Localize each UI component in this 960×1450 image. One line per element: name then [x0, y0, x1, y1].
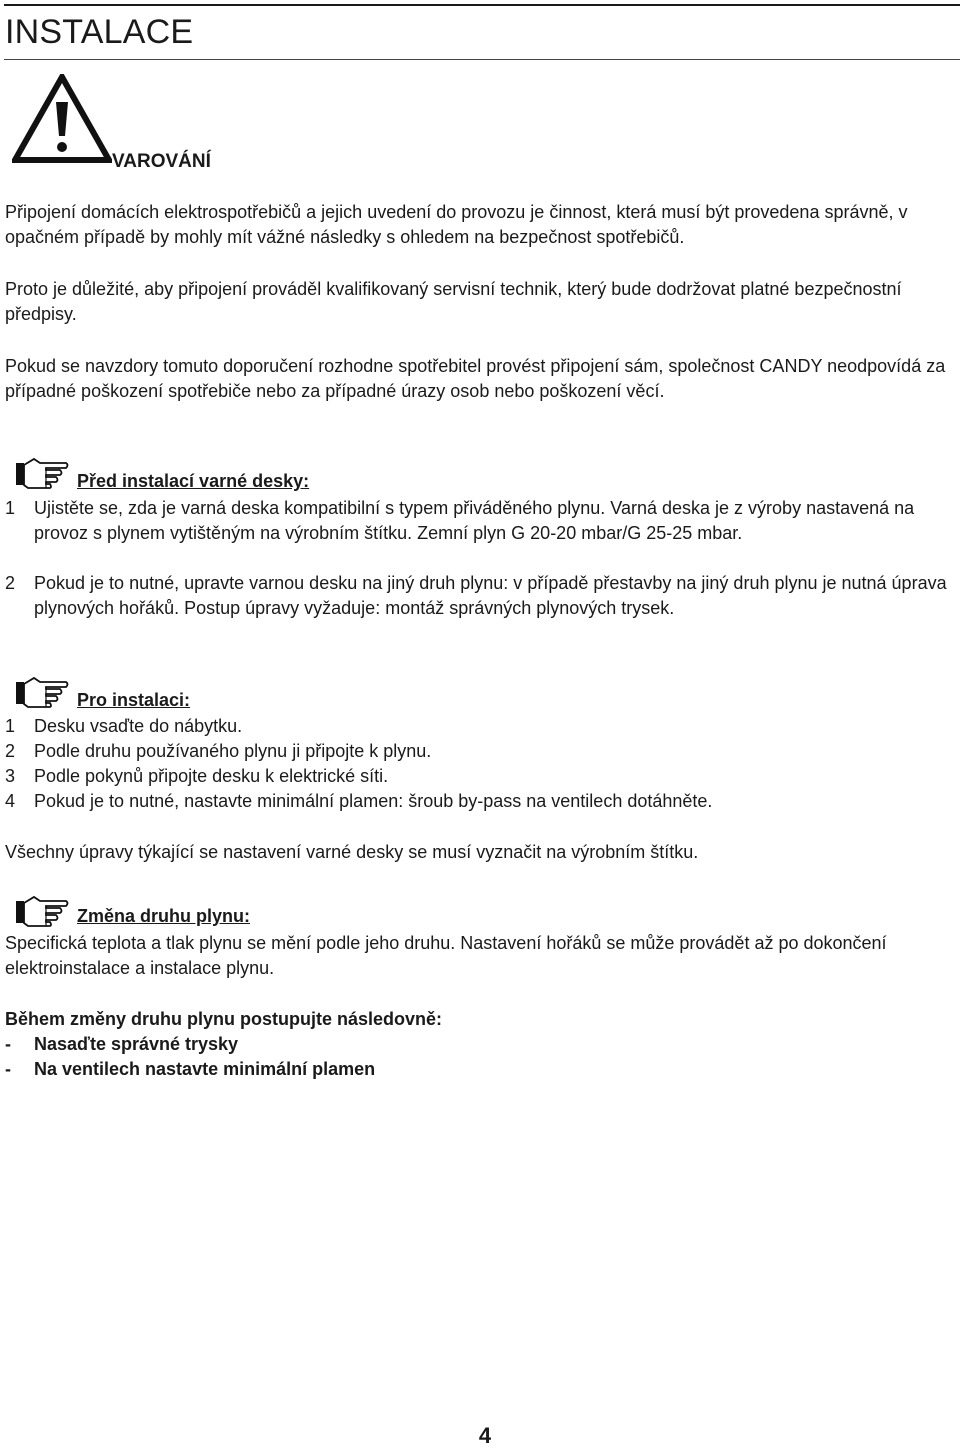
list-item	[5, 1032, 955, 1057]
item-text: Na ventilech nastavte minimální plamen	[34, 1059, 376, 1079]
before-install-heading: Před instalací varné desky:	[77, 471, 310, 491]
install-heading: Pro instalaci:	[77, 690, 191, 710]
item-text: Desku vsaďte do nábytku.	[34, 716, 243, 736]
list-item	[5, 764, 955, 789]
pointing-hand-icon	[14, 893, 70, 929]
list-item	[5, 789, 955, 814]
item-number: 3	[5, 766, 16, 786]
gas-change-text: Specifická teplota a tlak plynu se mění podle jeho druhu. Nastavení hořáků se může provádět až po dokončení elektroinstalace a instalace plynu.	[5, 933, 887, 978]
header-top-rule	[4, 4, 960, 6]
pointing-hand-icon	[14, 455, 70, 491]
item-dash: -	[5, 1059, 11, 1079]
item-number: 1	[5, 716, 16, 736]
gas-change-heading: Změna druhu plynu:	[77, 906, 250, 926]
list-item	[5, 739, 955, 764]
item-number: 2	[5, 573, 16, 593]
list-item	[5, 714, 955, 739]
item-text: Pokud je to nutné, nastavte minimální plamen: šroub by-pass na ventilech dotáhněte.	[34, 791, 713, 811]
list-item	[5, 1057, 955, 1082]
item-number: 2	[5, 741, 16, 761]
item-text: Podle druhu používaného plynu ji připojte k plynu.	[34, 741, 432, 761]
item-text: Ujistěte se, zda je varná deska kompatibilní s typem přiváděného plynu. Varná deska je z výroby nastavená na provoz s plynem vytištěným na výrobním štítku. Zemní plyn G 20-20 mbar/G 25-25 mbar.	[34, 498, 915, 543]
warning-paragraph: Připojení domácích elektrospotřebičů a jejich uvedení do provozu je činnost, která musí být provedena správně, v opačném případě by mohly mít vážné následky s ohledem na bezpečnost spotřebičů.	[5, 202, 908, 247]
list-item	[5, 571, 955, 621]
list-item	[5, 496, 955, 546]
item-text: Nasaďte správné trysky	[34, 1034, 239, 1054]
header-bottom-rule	[4, 59, 960, 60]
warning-heading: VAROVÁNÍ	[112, 151, 211, 172]
install-note: Všechny úpravy týkající se nastavení varné desky se musí vyznačit na výrobním štítku.	[5, 842, 699, 862]
warning-paragraph: Pokud se navzdory tomuto doporučení rozhodne spotřebitel provést připojení sám, společnost CANDY neodpovídá za případné poškození spotřebiče nebo za případné úrazy osob nebo poškození věcí.	[5, 356, 946, 401]
item-number: 4	[5, 791, 16, 811]
item-dash: -	[5, 1034, 11, 1054]
item-text: Pokud je to nutné, upravte varnou desku na jiný druh plynu: v případě přestavby na jiný druh plynu je nutná úprava plynových hořáků. Postup úpravy vyžaduje: montáž správných plynových trysek.	[34, 573, 947, 618]
page-number: 4	[478, 1423, 492, 1448]
warning-paragraph: Proto je důležité, aby připojení prováděl kvalifikovaný servisní technik, který bude dodržovat platné bezpečnostní předpisy.	[5, 279, 902, 324]
warning-triangle-icon	[12, 74, 112, 164]
pointing-hand-icon	[14, 674, 70, 710]
item-text: Podle pokynů připojte desku k elektrické síti.	[34, 766, 389, 786]
page-title: INSTALACE	[5, 13, 194, 51]
item-number: 1	[5, 498, 16, 518]
gas-change-steps-heading: Během změny druhu plynu postupujte následovně:	[5, 1009, 443, 1029]
